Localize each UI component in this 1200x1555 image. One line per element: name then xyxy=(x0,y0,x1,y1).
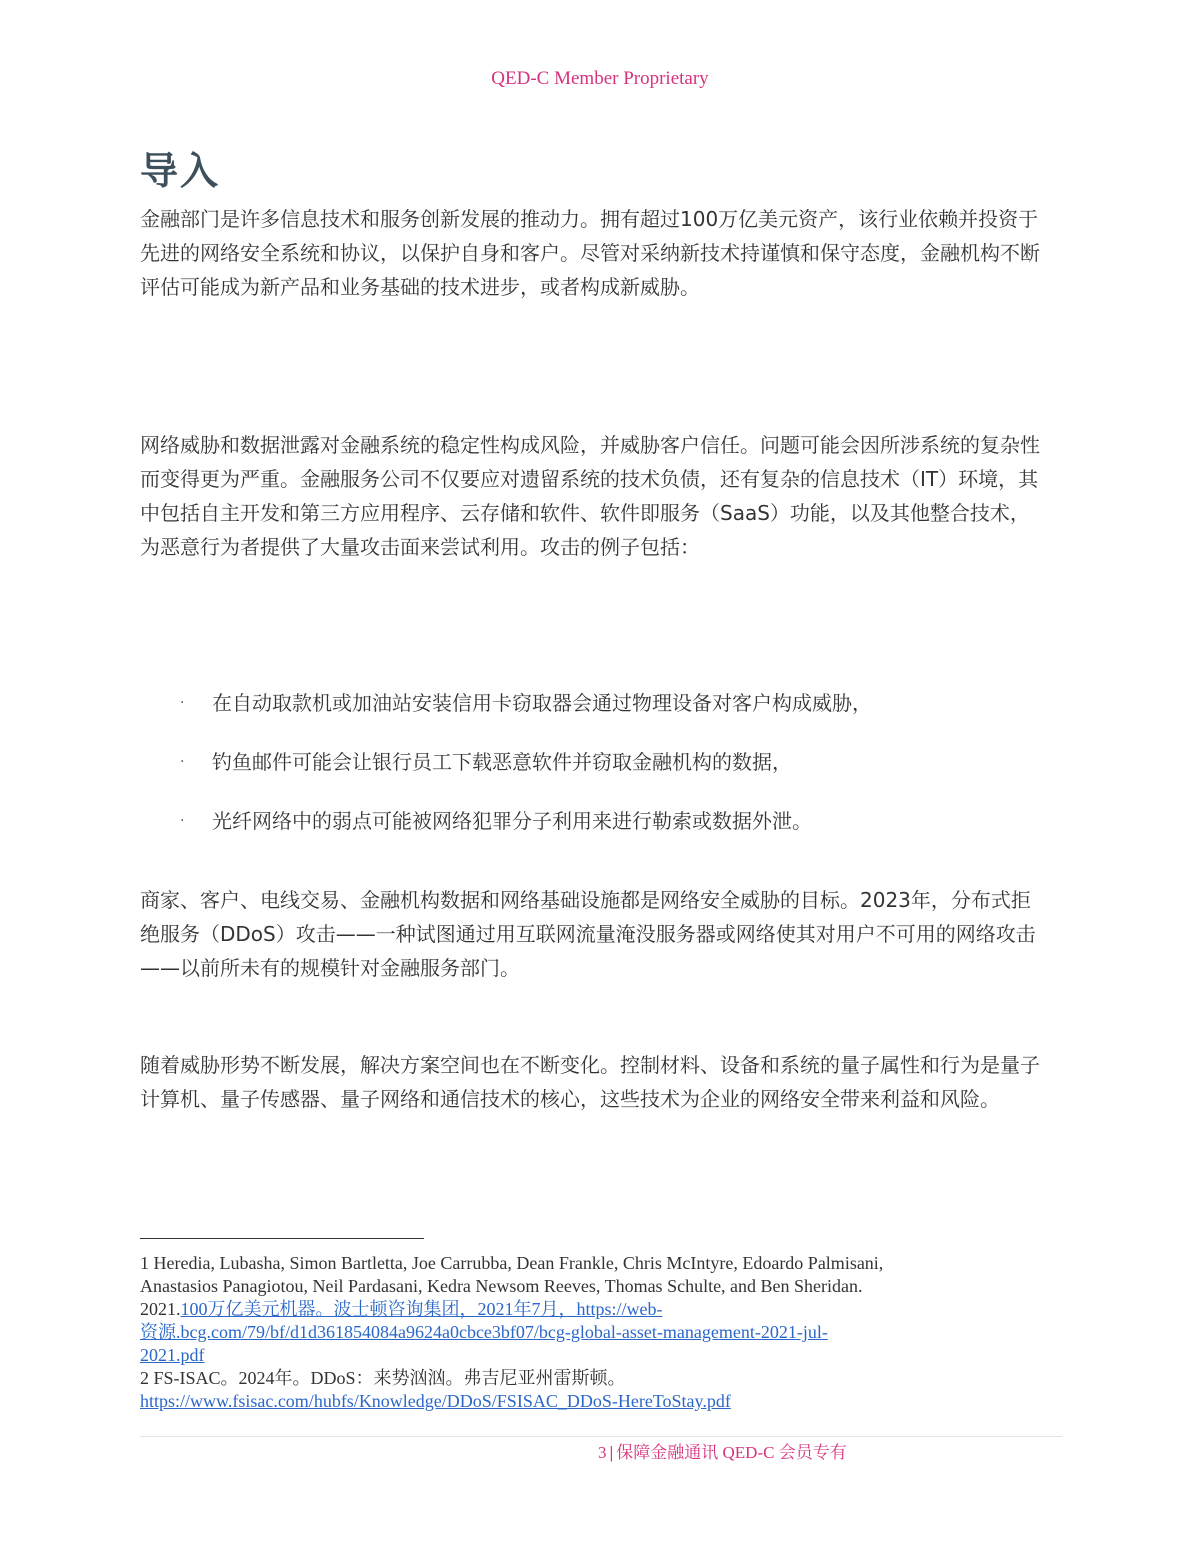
footnote-1-year: 2021. xyxy=(140,1299,181,1319)
footnote-1-line-1: 1 Heredia, Lubasha, Simon Bartletta, Joe Carrubba, Dean Frankle, Chris McIntyre, Edoardo Palmisani, xyxy=(140,1253,884,1273)
paragraph-intro: 金融部门是许多信息技术和服务创新发展的推动力。拥有超过100万亿美元资产，该行业依赖并投资于先进的网络安全系统和协议，以保护自身和客户。尽管对采纳新技术持谨慎和保守态度，金融机构不断评估可能成为新产品和业务基础的技术进步，或者构成新威胁。 xyxy=(140,207,1040,299)
attack-examples-list xyxy=(180,686,1040,863)
footnote-2-link[interactable]: https://www.fsisac.com/hubfs/Knowledge/DDoS/FSISAC_DDoS-HereToStay.pdf xyxy=(140,1391,731,1411)
footnote-1-line-5 xyxy=(140,1344,1125,1367)
list-item-text: 钓鱼邮件可能会让银行员工下载恶意软件并窃取金融机构的数据， xyxy=(212,750,792,774)
footnote-1-line-4 xyxy=(140,1321,1125,1344)
paragraph-threats: 网络威胁和数据泄露对金融系统的稳定性构成风险，并威胁客户信任。问题可能会因所涉系统的复杂性而变得更为严重。金融服务公司不仅要应对遗留系统的技术负债，还有复杂的信息技术（IT）环境，其中包括自主开发和第三方应用程序、云存储和软件、软件即服务（SaaS）功能，以及其他整合技术，为恶意行为者提供了大量攻击面来尝试利用。攻击的例子包括： xyxy=(140,433,1040,559)
list-item xyxy=(180,745,1040,779)
page-number: 3 xyxy=(598,1443,607,1462)
footnotes xyxy=(140,1252,1125,1413)
footnote-1-line-2: Anastasios Panagiotou, Neil Pardasani, Kedra Newsom Reeves, Thomas Schulte, and Ben Sheridan. xyxy=(140,1276,863,1296)
paragraph-quantum: 随着威胁形势不断发展，解决方案空间也在不断变化。控制材料、设备和系统的量子属性和行为是量子计算机、量子传感器、量子网络和通信技术的核心，这些技术为企业的网络安全带来利益和风险。 xyxy=(140,1053,1040,1111)
footnote-2-text: 2 FS-ISAC。2024年。DDoS：来势汹汹。弗吉尼亚州雷斯顿。 xyxy=(140,1368,626,1388)
bullet-marker: · xyxy=(180,813,185,829)
footnote-2-line-2 xyxy=(140,1390,1125,1413)
footer-divider xyxy=(140,1436,1062,1437)
footnote-1-link-url-end[interactable]: 2021.pdf xyxy=(140,1345,205,1365)
footnote-1-link-url[interactable]: 资源.bcg.com/79/bf/d1d361854084a9624a0cbce3bf07/bcg-global-asset-management-2021-jul- xyxy=(140,1322,828,1342)
footnote-divider xyxy=(140,1238,424,1239)
page-header-label: QED-C Member Proprietary xyxy=(491,68,709,89)
list-item-text: 光纤网络中的弱点可能被网络犯罪分子利用来进行勒索或数据外泄。 xyxy=(212,809,812,833)
footer-text: 保障金融通讯 QED-C 会员专有 xyxy=(616,1443,847,1462)
bullet-marker: · xyxy=(180,695,185,711)
footnote-1-line-3 xyxy=(140,1298,1125,1321)
footnote-1-link-title[interactable]: 100万亿美元机器。波士顿咨询集团，2021年7月，https://web- xyxy=(180,1299,663,1319)
paragraph-targets: 商家、客户、电线交易、金融机构数据和网络基础设施都是网络安全威胁的目标。2023年，分布式拒绝服务（DDoS）攻击——一种试图通过用互联网流量淹没服务器或网络使其对用户不可用的网络攻击——以前所未有的规模针对金融服务部门。 xyxy=(140,888,1036,980)
list-item-text: 在自动取款机或加油站安装信用卡窃取器会通过物理设备对客户构成威胁， xyxy=(212,691,872,715)
page-footer xyxy=(598,1438,847,1463)
footer-separator: | xyxy=(609,1443,614,1462)
list-item xyxy=(180,686,1040,720)
section-heading: 导入 xyxy=(140,149,221,193)
list-item xyxy=(180,804,1040,838)
bullet-marker: · xyxy=(180,754,185,770)
